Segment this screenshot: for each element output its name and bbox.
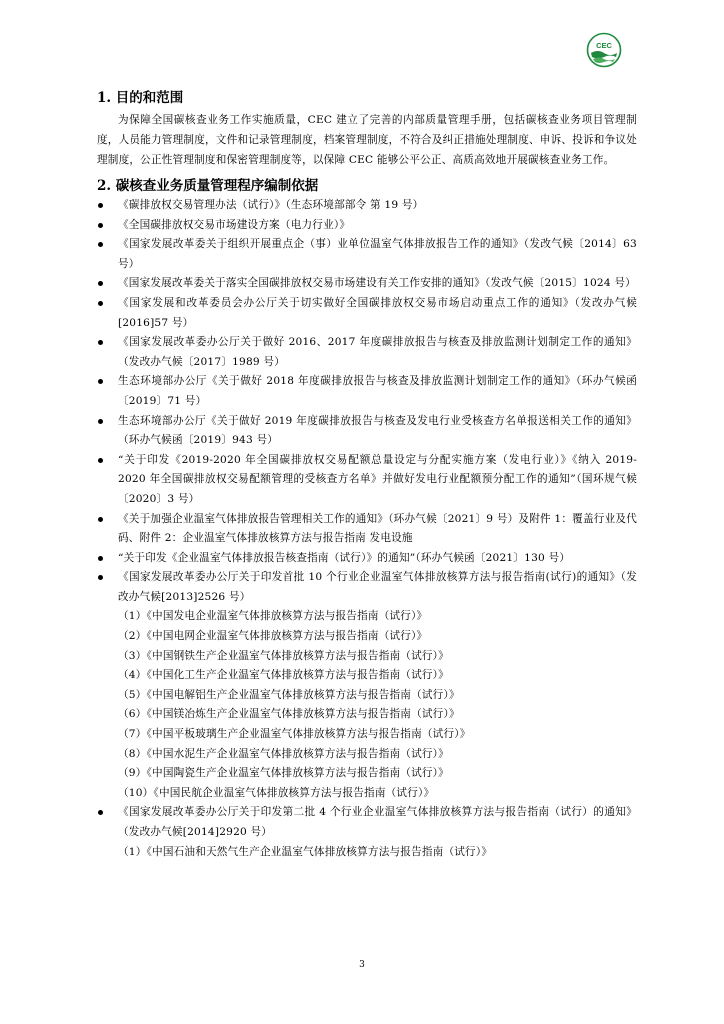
sub-guideline-item: （8）《中国水泥生产企业温室气体排放核算方法与报告指南（试行）》 [118, 747, 449, 760]
bullet-icon [98, 419, 103, 424]
reference-text: “关于印发《2019-2020 年全国碳排放权交易配额总量设定与分配实施方案（发电行业）》《纳入 2019-2020 年全国碳排放权交易配额管理的受核查方名单》并做好发电行业配额预分配工作的通知”（国环规气候〔2020〕3 号） [118, 453, 637, 505]
document-body [97, 88, 637, 862]
reference-item [97, 235, 637, 274]
reference-text: 《国家发展改革委关于落实全国碳排放权交易市场建设有关工作安排的通知》（发改气候〔2015〕1024 号） [118, 277, 636, 290]
section-1-paragraph: 为保障全国碳核查业务工作实施质量，CEC 建立了完善的内部质量管理手册，包括碳核查业务项目管理制度，人员能力管理制度，文件和记录管理制度，档案管理制度，不符合及纠正措施处理制度、申诉、投诉和争议处理制度，公正性管理制度和保密管理制度等，以保障 CEC 能够公平公正、高质高效地开展碳核查业务工作。 [97, 114, 637, 166]
bullet-icon [98, 556, 103, 561]
reference-item [97, 196, 637, 216]
cec-logo-icon [586, 32, 622, 68]
bullet-icon [98, 242, 103, 247]
reference-item [97, 372, 637, 411]
sub-guideline-item: （9）《中国陶瓷生产企业温室气体排放核算方法与报告指南（试行）》 [118, 767, 449, 780]
reference-text: 《国家发展改革委关于组织开展重点企（事）业单位温室气体排放报告工作的通知》（发改气候〔2014〕63 号） [118, 238, 637, 270]
reference-text: 生态环境部办公厅《关于做好 2019 年度碳排放报告与核查及发电行业受核查方名单报送相关工作的通知》（环办气候函〔2019〕943 号） [118, 414, 637, 447]
bullet-icon [98, 223, 103, 228]
sub-guideline-item: （6）《中国镁冶炼生产企业温室气体排放核算方法与报告指南（试行）》 [118, 708, 460, 721]
bullet-icon [98, 458, 103, 463]
sub-guideline-list [118, 843, 637, 863]
bullet-icon [98, 517, 103, 522]
sub-guideline-item: （4）《中国化工生产企业温室气体排放核算方法与报告指南（试行）》 [118, 669, 449, 682]
reference-text: 《国家发展和改革委员会办公厅关于切实做好全国碳排放权交易市场启动重点工作的通知》（发改办气候[2016]57 号） [118, 296, 637, 329]
logo-text: CEC [596, 41, 612, 50]
reference-list [97, 196, 637, 862]
reference-item [97, 510, 637, 549]
bullet-icon [98, 810, 103, 815]
reference-item [97, 803, 637, 862]
reference-text: 《全国碳排放权交易市场建设方案（电力行业）》 [118, 218, 351, 231]
reference-item [97, 568, 637, 803]
cec-logo [586, 32, 622, 68]
sub-guideline-item: （1）《中国发电企业温室气体排放核算方法与报告指南（试行）》 [118, 610, 428, 623]
bullet-icon [98, 340, 103, 345]
reference-text: 《国家发展改革委办公厅关于做好 2016、2017 年度碳排放报告与核查及排放监测计划制定工作的通知》（发改办气候〔2017〕1989 号） [118, 336, 637, 368]
sub-guideline-item: （2）《中国电网企业温室气体排放核算方法与报告指南（试行）》 [118, 630, 428, 643]
reference-item [97, 412, 637, 451]
sub-guideline-list [118, 607, 637, 803]
bullet-icon [98, 281, 103, 286]
section-2-heading: 2. 碳核查业务质量管理程序编制依据 [97, 178, 319, 194]
reference-item [97, 549, 637, 569]
reference-item [97, 451, 637, 510]
reference-text: 《关于加强企业温室气体排放报告管理相关工作的通知》（环办气候〔2021〕9 号）及附件 1：覆盖行业及代码、附件 2：企业温室气体排放核算方法与报告指南 发电设施 [118, 512, 637, 545]
sub-guideline-item: （3）《中国钢铁生产企业温室气体排放核算方法与报告指南（试行）》 [118, 649, 449, 662]
bullet-icon [98, 379, 103, 384]
sub-guideline-item: （7）《中国平板玻璃生产企业温室气体排放核算方法与报告指南（试行）》 [118, 728, 471, 741]
reference-text: 《碳排放权交易管理办法（试行）》（生态环境部部令 第 19 号） [118, 199, 424, 211]
page-number: 3 [359, 960, 365, 970]
reference-text: 生态环境部办公厅《关于做好 2018 年度碳排放报告与核查及排放监测计划制定工作的通知》（环办气候函〔2019〕71 号） [118, 375, 637, 407]
reference-item [97, 333, 637, 372]
sub-guideline-item: （5）《中国电解铝生产企业温室气体排放核算方法与报告指南（试行）》 [118, 688, 460, 701]
reference-item [97, 294, 637, 333]
reference-text: “关于印发《企业温室气体排放报告核查指南（试行）》的通知”（环办气候函〔2021〕130 号） [118, 551, 571, 564]
reference-text: 《国家发展改革委办公厅关于印发第二批 4 个行业企业温室气体排放核算方法与报告指南（试行）的通知》（发改办气候[2014]2920 号） [118, 806, 637, 838]
reference-item [97, 274, 637, 294]
bullet-icon [98, 301, 103, 306]
bullet-icon [98, 203, 103, 208]
bullet-icon [98, 575, 103, 580]
sub-guideline-item: （1）《中国石油和天然气生产企业温室气体排放核算方法与报告指南（试行）》 [118, 845, 493, 858]
reference-item [97, 216, 637, 236]
sub-guideline-item: （10）《中国民航企业温室气体排放核算方法与报告指南（试行）》 [118, 786, 435, 799]
section-1-heading: 1. 目的和范围 [97, 90, 184, 106]
reference-text: 《国家发展改革委办公厅关于印发首批 10 个行业企业温室气体排放核算方法与报告指南(试行)的通知》（发改办气候[2013]2526 号） [118, 571, 637, 603]
